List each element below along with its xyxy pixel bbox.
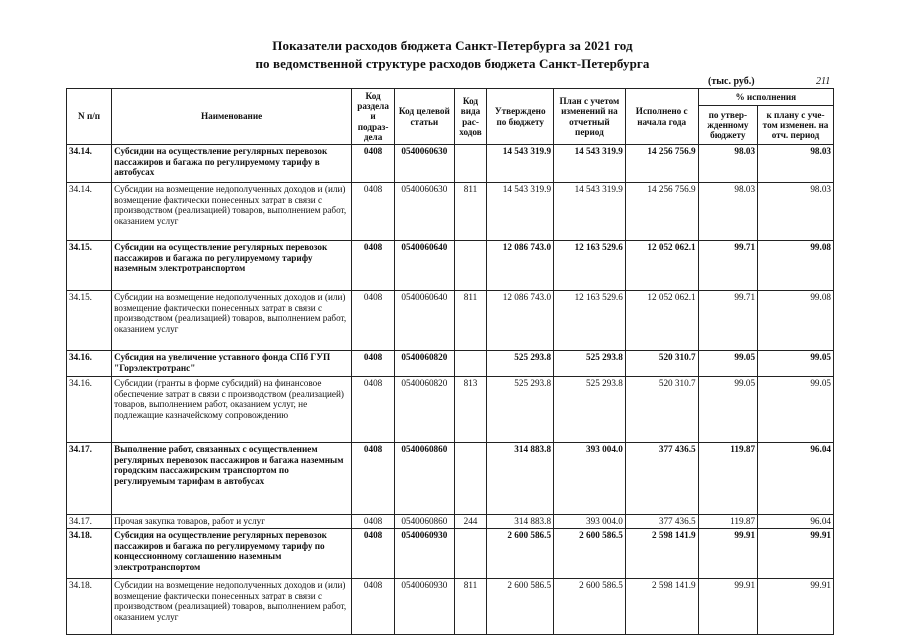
row-pct-plan: 99.05 (758, 351, 834, 377)
row-executed: 2 598 141.9 (625, 579, 698, 635)
table-row (67, 579, 834, 635)
row-name: Субсидия на осуществление регулярных перевозок пассажиров и багажа по регулируемому тарифу по концессионному соглашению наземным электротранспортом (112, 529, 352, 579)
table-row (67, 515, 834, 529)
row-pct-approved: 99.05 (698, 351, 757, 377)
row-name: Субсидии на возмещение недополученных доходов и (или) возмещение фактически понесенных затрат в связи с производством (реализацией) товаров, выполнением работ, оказанием услуг (112, 291, 352, 351)
row-pct-approved: 99.91 (698, 529, 757, 579)
row-executed: 377 436.5 (625, 515, 698, 529)
table-body (67, 145, 834, 635)
row-number: 34.15. (67, 291, 112, 351)
row-target-code: 0540060630 (395, 145, 454, 183)
row-number: 34.17. (67, 443, 112, 515)
row-plan: 2 600 586.5 (554, 529, 626, 579)
row-number: 34.17. (67, 515, 112, 529)
row-executed: 12 052 062.1 (625, 241, 698, 291)
row-approved: 525 293.8 (487, 377, 554, 443)
row-approved: 2 600 586.5 (487, 579, 554, 635)
row-approved: 525 293.8 (487, 351, 554, 377)
row-pct-plan: 96.04 (758, 443, 834, 515)
row-kind-code (454, 145, 487, 183)
row-section-code: 0408 (352, 291, 395, 351)
row-plan: 14 543 319.9 (554, 183, 626, 241)
row-approved: 314 883.8 (487, 515, 554, 529)
row-name: Субсидия на увеличение уставного фонда СПб ГУП "Горэлектротранс" (112, 351, 352, 377)
row-approved: 14 543 319.9 (487, 183, 554, 241)
row-target-code: 0540060930 (395, 529, 454, 579)
row-target-code: 0540060640 (395, 241, 454, 291)
units-label: (тыс. руб.) (708, 76, 755, 87)
row-name: Субсидии на возмещение недополученных доходов и (или) возмещение фактически понесенных затрат в связи с производством (реализацией) товаров, выполнением работ, оказанием услуг (112, 183, 352, 241)
col-header-approved: Утверждено по бюджету (487, 89, 554, 145)
row-number: 34.18. (67, 529, 112, 579)
table-row (67, 529, 834, 579)
row-number: 34.14. (67, 183, 112, 241)
row-number: 34.16. (67, 377, 112, 443)
row-section-code: 0408 (352, 529, 395, 579)
row-number: 34.14. (67, 145, 112, 183)
col-header-pct-group: % исполнения (698, 89, 833, 106)
row-kind-code: 811 (454, 579, 487, 635)
row-pct-approved: 98.03 (698, 183, 757, 241)
row-name: Прочая закупка товаров, работ и услуг (112, 515, 352, 529)
row-plan: 393 004.0 (554, 515, 626, 529)
row-pct-plan: 99.08 (758, 291, 834, 351)
row-kind-code (454, 351, 487, 377)
row-kind-code: 811 (454, 291, 487, 351)
row-target-code: 0540060640 (395, 291, 454, 351)
col-header-pct-approved: по утвер-жденному бюджету (698, 106, 757, 145)
row-pct-plan: 99.91 (758, 529, 834, 579)
row-number: 34.16. (67, 351, 112, 377)
row-pct-approved: 119.87 (698, 443, 757, 515)
col-header-no: N п/п (67, 89, 112, 145)
row-section-code: 0408 (352, 351, 395, 377)
row-approved: 12 086 743.0 (487, 291, 554, 351)
row-approved: 14 543 319.9 (487, 145, 554, 183)
row-number: 34.15. (67, 241, 112, 291)
row-target-code: 0540060860 (395, 443, 454, 515)
row-target-code: 0540060820 (395, 377, 454, 443)
row-approved: 12 086 743.0 (487, 241, 554, 291)
col-header-plan: План с учетом изменений на отчетный период (554, 89, 626, 145)
row-executed: 14 256 756.9 (625, 183, 698, 241)
table-row (67, 291, 834, 351)
row-plan: 2 600 586.5 (554, 579, 626, 635)
row-pct-plan: 99.91 (758, 579, 834, 635)
row-pct-plan: 99.08 (758, 241, 834, 291)
row-executed: 377 436.5 (625, 443, 698, 515)
row-name: Субсидии (гранты в форме субсидий) на финансовое обеспечение затрат в связи с производством (реализацией) товаров, выполнением работ, оказанием услуг, не подлежащие казначейскому сопровождению (112, 377, 352, 443)
row-pct-approved: 98.03 (698, 145, 757, 183)
col-header-section: Код раздела и подраз-дела (352, 89, 395, 145)
expenditure-table (66, 88, 834, 635)
row-kind-code: 813 (454, 377, 487, 443)
row-approved: 314 883.8 (487, 443, 554, 515)
row-pct-approved: 99.91 (698, 579, 757, 635)
row-plan: 525 293.8 (554, 377, 626, 443)
col-header-pct-plan: к плану с уче-том изменен. на отч. период (758, 106, 834, 145)
table-row (67, 145, 834, 183)
col-header-target: Код целевой статьи (395, 89, 454, 145)
table-row (67, 183, 834, 241)
table-row (67, 241, 834, 291)
row-section-code: 0408 (352, 579, 395, 635)
row-kind-code: 244 (454, 515, 487, 529)
row-section-code: 0408 (352, 145, 395, 183)
row-kind-code (454, 241, 487, 291)
row-plan: 393 004.0 (554, 443, 626, 515)
col-header-executed: Исполнено с начала года (625, 89, 698, 145)
row-executed: 520 310.7 (625, 351, 698, 377)
row-target-code: 0540060860 (395, 515, 454, 529)
row-plan: 525 293.8 (554, 351, 626, 377)
row-plan: 12 163 529.6 (554, 241, 626, 291)
row-pct-plan: 99.05 (758, 377, 834, 443)
row-section-code: 0408 (352, 183, 395, 241)
row-pct-plan: 98.03 (758, 183, 834, 241)
row-pct-approved: 99.05 (698, 377, 757, 443)
col-header-name: Наименование (112, 89, 352, 145)
col-header-kind: Код вида рас-ходов (454, 89, 487, 145)
row-section-code: 0408 (352, 241, 395, 291)
table-row (67, 351, 834, 377)
row-executed: 520 310.7 (625, 377, 698, 443)
row-executed: 2 598 141.9 (625, 529, 698, 579)
row-name: Субсидии на осуществление регулярных перевозок пассажиров и багажа по регулируемому тарифу наземным электротранспортом (112, 241, 352, 291)
page-number: 211 (816, 76, 831, 87)
document-subtitle: по ведомственной структуре расходов бюджета Санкт-Петербурга (255, 56, 650, 71)
row-executed: 14 256 756.9 (625, 145, 698, 183)
row-pct-approved: 99.71 (698, 241, 757, 291)
row-name: Субсидии на возмещение недополученных доходов и (или) возмещение фактически понесенных затрат в связи с производством (реализацией) товаров, выполнением работ, оказанием услуг (112, 579, 352, 635)
row-pct-approved: 99.71 (698, 291, 757, 351)
row-kind-code (454, 443, 487, 515)
row-pct-approved: 119.87 (698, 515, 757, 529)
row-plan: 14 543 319.9 (554, 145, 626, 183)
row-approved: 2 600 586.5 (487, 529, 554, 579)
row-section-code: 0408 (352, 443, 395, 515)
row-name: Субсидии на осуществление регулярных перевозок пассажиров и багажа по регулируемому тарифу в автобусах (112, 145, 352, 183)
row-executed: 12 052 062.1 (625, 291, 698, 351)
table-row (67, 443, 834, 515)
document-title: Показатели расходов бюджета Санкт-Петербурга за 2021 год (272, 38, 633, 53)
row-pct-plan: 98.03 (758, 145, 834, 183)
row-section-code: 0408 (352, 515, 395, 529)
table-row (67, 377, 834, 443)
row-name: Выполнение работ, связанных с осуществлением регулярных перевозок пассажиров и багажа наземным городским пассажирским транспортом по регулируемым тарифам в автобусах (112, 443, 352, 515)
row-target-code: 0540060820 (395, 351, 454, 377)
row-kind-code (454, 529, 487, 579)
row-kind-code: 811 (454, 183, 487, 241)
row-target-code: 0540060630 (395, 183, 454, 241)
row-target-code: 0540060930 (395, 579, 454, 635)
row-section-code: 0408 (352, 377, 395, 443)
row-number: 34.18. (67, 579, 112, 635)
row-pct-plan: 96.04 (758, 515, 834, 529)
row-plan: 12 163 529.6 (554, 291, 626, 351)
